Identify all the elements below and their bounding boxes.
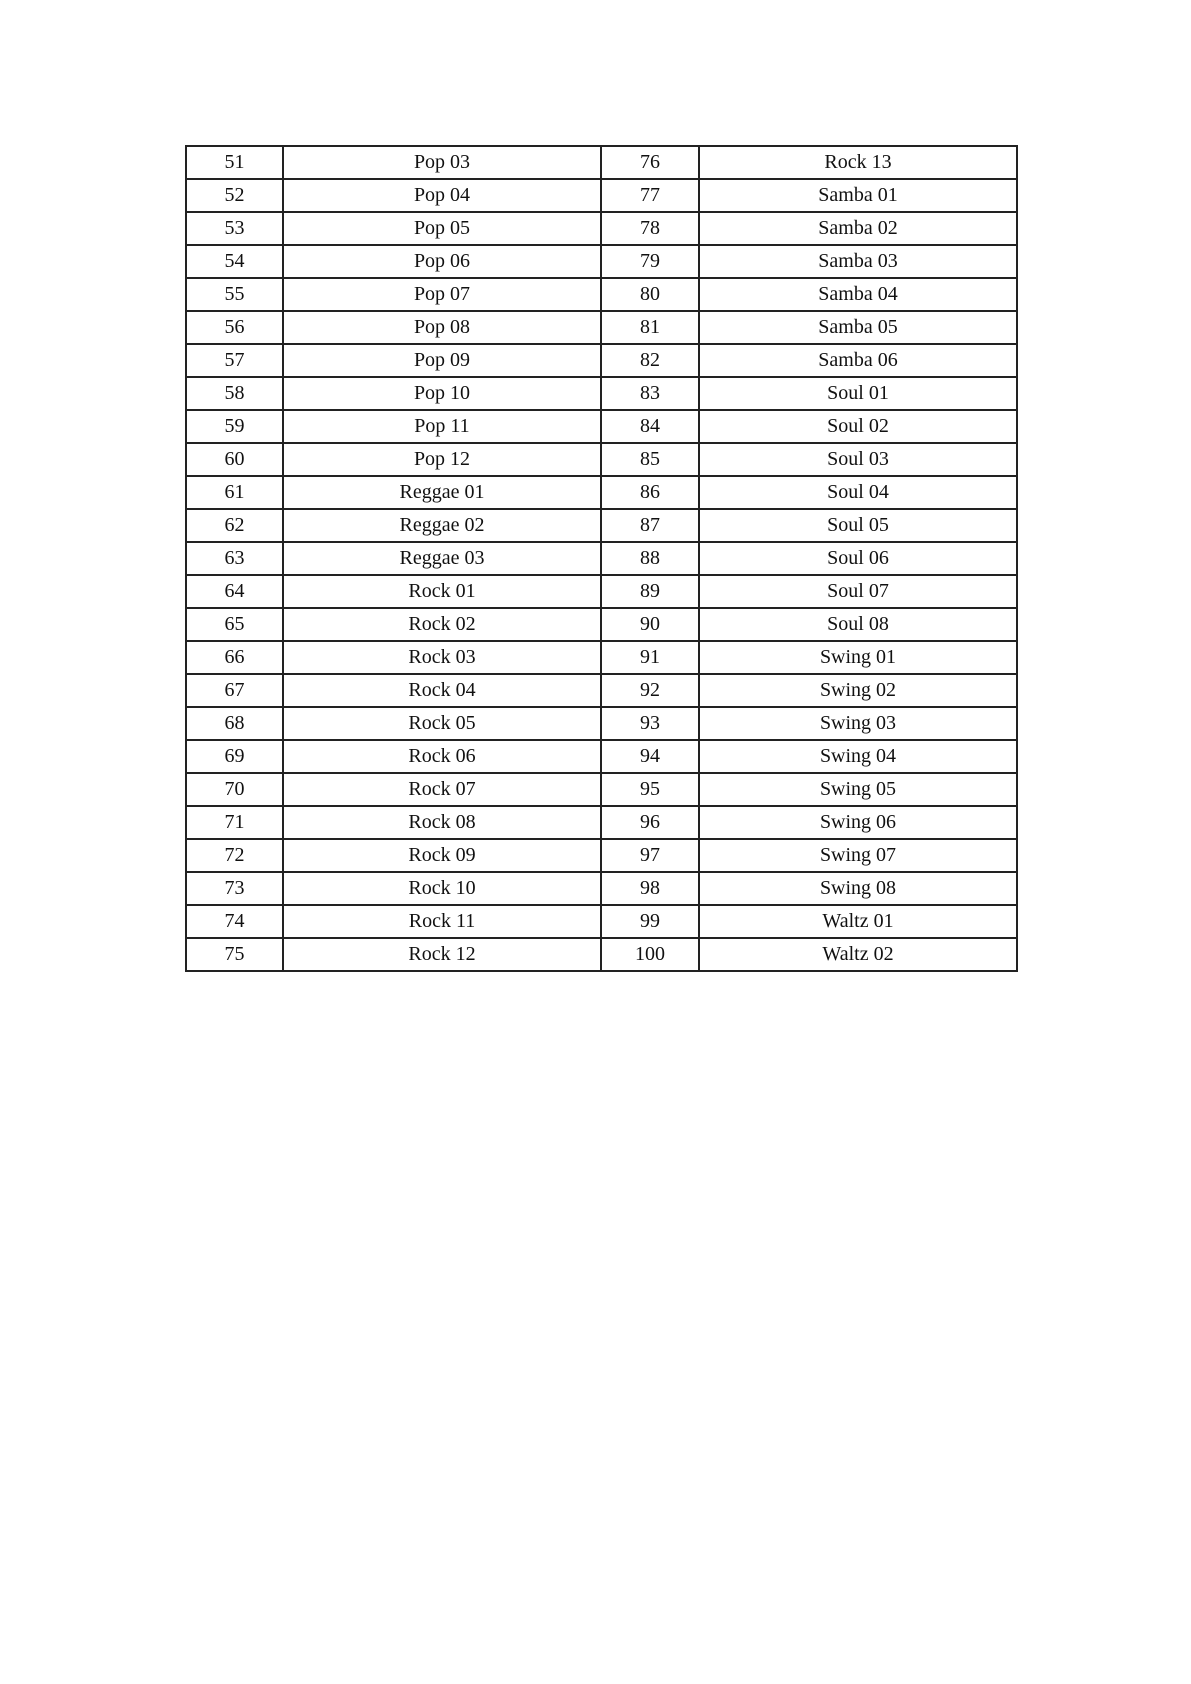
left-number-cell: 67 [186, 674, 283, 707]
table-row [186, 575, 1017, 608]
left-number-cell: 62 [186, 509, 283, 542]
left-number-cell: 65 [186, 608, 283, 641]
left-number-cell: 71 [186, 806, 283, 839]
table-row [186, 278, 1017, 311]
right-name-cell: Soul 01 [699, 377, 1017, 410]
right-number-cell: 92 [601, 674, 699, 707]
table-row [186, 443, 1017, 476]
right-number-cell: 86 [601, 476, 699, 509]
table-row [186, 311, 1017, 344]
right-name-cell: Soul 05 [699, 509, 1017, 542]
right-number-cell: 95 [601, 773, 699, 806]
table-row [186, 938, 1017, 971]
right-number-cell: 85 [601, 443, 699, 476]
left-number-cell: 73 [186, 872, 283, 905]
left-name-cell: Reggae 02 [283, 509, 601, 542]
left-number-cell: 58 [186, 377, 283, 410]
left-name-cell: Rock 09 [283, 839, 601, 872]
right-name-cell: Swing 03 [699, 707, 1017, 740]
left-name-cell: Rock 01 [283, 575, 601, 608]
right-name-cell: Samba 05 [699, 311, 1017, 344]
left-name-cell: Pop 09 [283, 344, 601, 377]
right-name-cell: Swing 07 [699, 839, 1017, 872]
table-row [186, 608, 1017, 641]
right-number-cell: 97 [601, 839, 699, 872]
left-name-cell: Pop 08 [283, 311, 601, 344]
right-number-cell: 94 [601, 740, 699, 773]
left-name-cell: Rock 02 [283, 608, 601, 641]
right-name-cell: Swing 06 [699, 806, 1017, 839]
right-number-cell: 78 [601, 212, 699, 245]
left-name-cell: Rock 07 [283, 773, 601, 806]
right-number-cell: 84 [601, 410, 699, 443]
left-name-cell: Reggae 03 [283, 542, 601, 575]
left-name-cell: Rock 10 [283, 872, 601, 905]
left-number-cell: 52 [186, 179, 283, 212]
left-number-cell: 56 [186, 311, 283, 344]
table-row [186, 344, 1017, 377]
left-name-cell: Rock 06 [283, 740, 601, 773]
right-name-cell: Soul 06 [699, 542, 1017, 575]
left-name-cell: Rock 03 [283, 641, 601, 674]
left-number-cell: 70 [186, 773, 283, 806]
table-row [186, 773, 1017, 806]
left-name-cell: Pop 07 [283, 278, 601, 311]
right-number-cell: 98 [601, 872, 699, 905]
left-name-cell: Rock 12 [283, 938, 601, 971]
right-name-cell: Rock 13 [699, 146, 1017, 179]
left-number-cell: 64 [186, 575, 283, 608]
right-number-cell: 99 [601, 905, 699, 938]
right-number-cell: 96 [601, 806, 699, 839]
table-row [186, 674, 1017, 707]
right-name-cell: Samba 02 [699, 212, 1017, 245]
right-number-cell: 87 [601, 509, 699, 542]
right-number-cell: 83 [601, 377, 699, 410]
left-number-cell: 66 [186, 641, 283, 674]
table-row [186, 542, 1017, 575]
right-number-cell: 76 [601, 146, 699, 179]
right-number-cell: 91 [601, 641, 699, 674]
right-number-cell: 89 [601, 575, 699, 608]
right-name-cell: Soul 04 [699, 476, 1017, 509]
left-number-cell: 61 [186, 476, 283, 509]
right-name-cell: Waltz 01 [699, 905, 1017, 938]
right-number-cell: 81 [601, 311, 699, 344]
right-number-cell: 77 [601, 179, 699, 212]
table-row [186, 641, 1017, 674]
left-number-cell: 57 [186, 344, 283, 377]
left-name-cell: Rock 11 [283, 905, 601, 938]
table-row [186, 740, 1017, 773]
left-number-cell: 63 [186, 542, 283, 575]
right-name-cell: Swing 05 [699, 773, 1017, 806]
right-name-cell: Swing 04 [699, 740, 1017, 773]
right-number-cell: 79 [601, 245, 699, 278]
right-number-cell: 82 [601, 344, 699, 377]
table-row [186, 377, 1017, 410]
left-name-cell: Pop 06 [283, 245, 601, 278]
rhythm-list-table [185, 145, 1018, 972]
table-row [186, 245, 1017, 278]
left-number-cell: 53 [186, 212, 283, 245]
left-name-cell: Rock 05 [283, 707, 601, 740]
left-number-cell: 55 [186, 278, 283, 311]
left-name-cell: Pop 12 [283, 443, 601, 476]
left-name-cell: Reggae 01 [283, 476, 601, 509]
right-name-cell: Soul 07 [699, 575, 1017, 608]
left-name-cell: Pop 03 [283, 146, 601, 179]
right-name-cell: Swing 08 [699, 872, 1017, 905]
left-number-cell: 59 [186, 410, 283, 443]
left-number-cell: 51 [186, 146, 283, 179]
left-number-cell: 60 [186, 443, 283, 476]
left-number-cell: 54 [186, 245, 283, 278]
right-number-cell: 93 [601, 707, 699, 740]
right-name-cell: Samba 06 [699, 344, 1017, 377]
right-name-cell: Swing 01 [699, 641, 1017, 674]
right-number-cell: 100 [601, 938, 699, 971]
table-row [186, 509, 1017, 542]
right-name-cell: Soul 08 [699, 608, 1017, 641]
rhythm-table-body [186, 146, 1017, 971]
right-number-cell: 88 [601, 542, 699, 575]
right-number-cell: 80 [601, 278, 699, 311]
table-row [186, 146, 1017, 179]
left-name-cell: Rock 08 [283, 806, 601, 839]
table-row [186, 410, 1017, 443]
left-number-cell: 68 [186, 707, 283, 740]
right-name-cell: Samba 01 [699, 179, 1017, 212]
table-row [186, 212, 1017, 245]
table-row [186, 179, 1017, 212]
right-number-cell: 90 [601, 608, 699, 641]
table-row [186, 476, 1017, 509]
right-name-cell: Waltz 02 [699, 938, 1017, 971]
left-name-cell: Pop 10 [283, 377, 601, 410]
table-row [186, 707, 1017, 740]
table-row [186, 839, 1017, 872]
right-name-cell: Swing 02 [699, 674, 1017, 707]
right-name-cell: Soul 02 [699, 410, 1017, 443]
right-name-cell: Samba 03 [699, 245, 1017, 278]
left-name-cell: Pop 04 [283, 179, 601, 212]
left-number-cell: 74 [186, 905, 283, 938]
table-row [186, 905, 1017, 938]
left-name-cell: Rock 04 [283, 674, 601, 707]
left-name-cell: Pop 11 [283, 410, 601, 443]
left-number-cell: 72 [186, 839, 283, 872]
left-number-cell: 75 [186, 938, 283, 971]
table-row [186, 806, 1017, 839]
table-row [186, 872, 1017, 905]
left-name-cell: Pop 05 [283, 212, 601, 245]
left-number-cell: 69 [186, 740, 283, 773]
right-name-cell: Samba 04 [699, 278, 1017, 311]
right-name-cell: Soul 03 [699, 443, 1017, 476]
